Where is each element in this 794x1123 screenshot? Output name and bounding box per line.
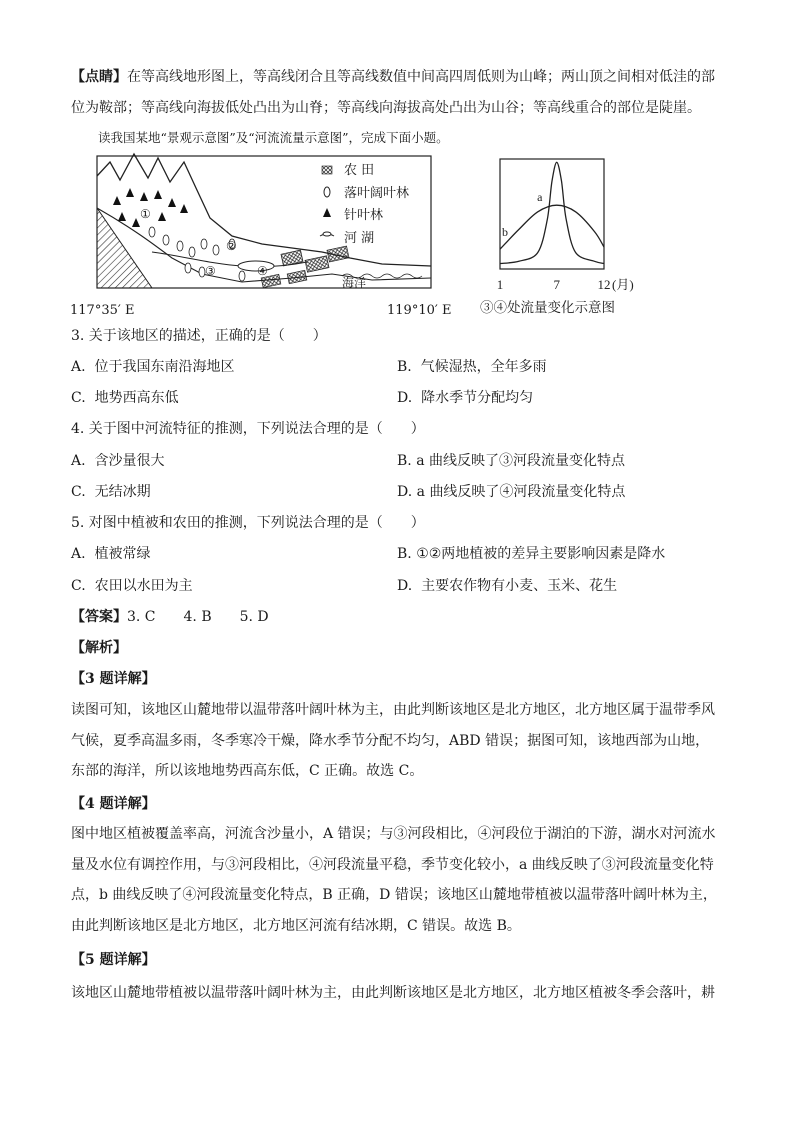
legend-conifer: 针叶林: [344, 208, 384, 223]
legend-broadleaf-swatch: [324, 187, 330, 197]
q4-option-b: B. a 曲线反映了③河段流量变化特点: [397, 453, 625, 469]
answer-tag: 【答案】: [71, 609, 127, 625]
series-b-label: b: [502, 225, 508, 239]
q3-option-b: B. 气候湿热，全年多雨: [397, 359, 547, 375]
series-a-label: a: [537, 189, 543, 204]
detail-4-tag: 【4 题详解】: [71, 796, 156, 812]
question-3-stem: 3. 关于该地区的描述，正确的是（ ）: [71, 328, 327, 344]
detail-3-tag: 【3 题详解】: [71, 671, 156, 687]
longitude-right: 119°10′ E: [387, 303, 452, 318]
question-5-stem: 5. 对图中植被和农田的推测，下列说法合理的是（ ）: [71, 515, 425, 531]
farmland: [261, 246, 349, 288]
q4-option-d: D. a 曲线反映了④河段流量变化特点: [397, 484, 626, 500]
detail-5-tag: 【5 题详解】: [71, 952, 156, 968]
q3-option-a: A. 位于我国东南沿海地区: [71, 359, 235, 375]
tip-tag: 【点睛】: [71, 69, 127, 85]
point-2-label: ②: [226, 239, 237, 253]
chart-title: ③④处流量变化示意图: [480, 300, 615, 316]
legend-river-lake: 河 湖: [344, 231, 375, 246]
q5-option-a: A. 植被常绿: [71, 546, 151, 562]
q4-option-a: A. 含沙量很大: [71, 453, 165, 469]
q3-option-c: C. 地势西高东低: [71, 390, 179, 406]
x-tick-1: 1: [496, 277, 504, 292]
flow-chart: [478, 151, 638, 321]
point-4-label: ④: [257, 264, 268, 278]
point-1-label: ①: [140, 207, 151, 221]
point-3-label: ③: [205, 264, 216, 278]
x-tick-7: 7: [553, 277, 560, 292]
q3-option-d: D. 降水季节分配均匀: [397, 390, 534, 406]
answer-line: 【答案】3. C 4. B 5. D: [71, 609, 269, 625]
series-a-line: [500, 162, 604, 263]
legend-conifer-swatch: [323, 208, 331, 217]
q5-option-c: C. 农田以水田为主: [71, 578, 193, 594]
x-tick-12: 12: [597, 277, 611, 292]
detail-5-text: 该地区山麓地带植被以温带落叶阔叶林为主，由此判断该地区是北方地区，北方地区植被冬季会落叶，耕: [71, 985, 715, 1001]
q5-option-d: D. 主要农作物有小麦、玉米、花生: [397, 578, 618, 594]
sea-label: 海洋: [342, 276, 367, 290]
tip-line-1: 【点睛】在等高线地形图上，等高线闭合且等高线数值中间高四周低则为山峰；两山顶之间相对低洼的部: [71, 69, 715, 85]
question-4-stem: 4. 关于图中河流特征的推测，下列说法合理的是（ ）: [71, 421, 425, 437]
analysis-tag: 【解析】: [71, 640, 127, 656]
tip-line-2: 位为鞍部；等高线向海拔低处凸出为山脊；等高线向海拔高处凸出为山谷；等高线重合的部位是陡崖。: [71, 100, 701, 116]
lake: [238, 261, 274, 271]
legend-farmland-swatch: [322, 166, 332, 174]
series-b-line: [500, 205, 604, 249]
detail-4-text: 图中地区植被覆盖率高，河流含沙量小，A 错误；与③河段相比，④河段位于湖泊的下游，湖水对河流水量及水位有调控作用，与③河段相比，④河段流量平稳，季节变化较小，a 曲线反映了③河段流量变化特点，b 曲线反映了④河段流量变化特点，B 正确，D 错误；该地区山麓地带植被以温带落叶阔叶林为主，由此判断该地区是北方地区，北方地区河流有结冰期，C 错误。故选 B。: [71, 826, 717, 934]
q4-option-c: C. 无结冰期: [71, 484, 151, 500]
legend-farmland: 农 田: [344, 163, 375, 178]
detail-3-text: 读图可知，该地区山麓地带以温带落叶阔叶林为主，由此判断该地区是北方地区，北方地区属于温带季风气候，夏季高温多雨，冬季寒冷干燥，降水季节分配不均匀，ABD 错误；据图可知，该地西部为山地，东部的海洋，所以该地地势西高东低，C 正确。故选 C。: [71, 702, 715, 779]
figure-intro: 读我国某地“景观示意图”及“河流流量示意图”，完成下面小题。: [98, 130, 449, 145]
q5-option-b: B. ①②两地植被的差异主要影响因素是降水: [397, 546, 666, 562]
x-axis-label: (月): [612, 277, 634, 292]
landscape-diagram: [92, 148, 452, 298]
legend-broadleaf: 落叶阔叶林: [344, 186, 410, 201]
longitude-left: 117°35′ E: [70, 303, 135, 318]
chart-frame: [500, 159, 604, 269]
